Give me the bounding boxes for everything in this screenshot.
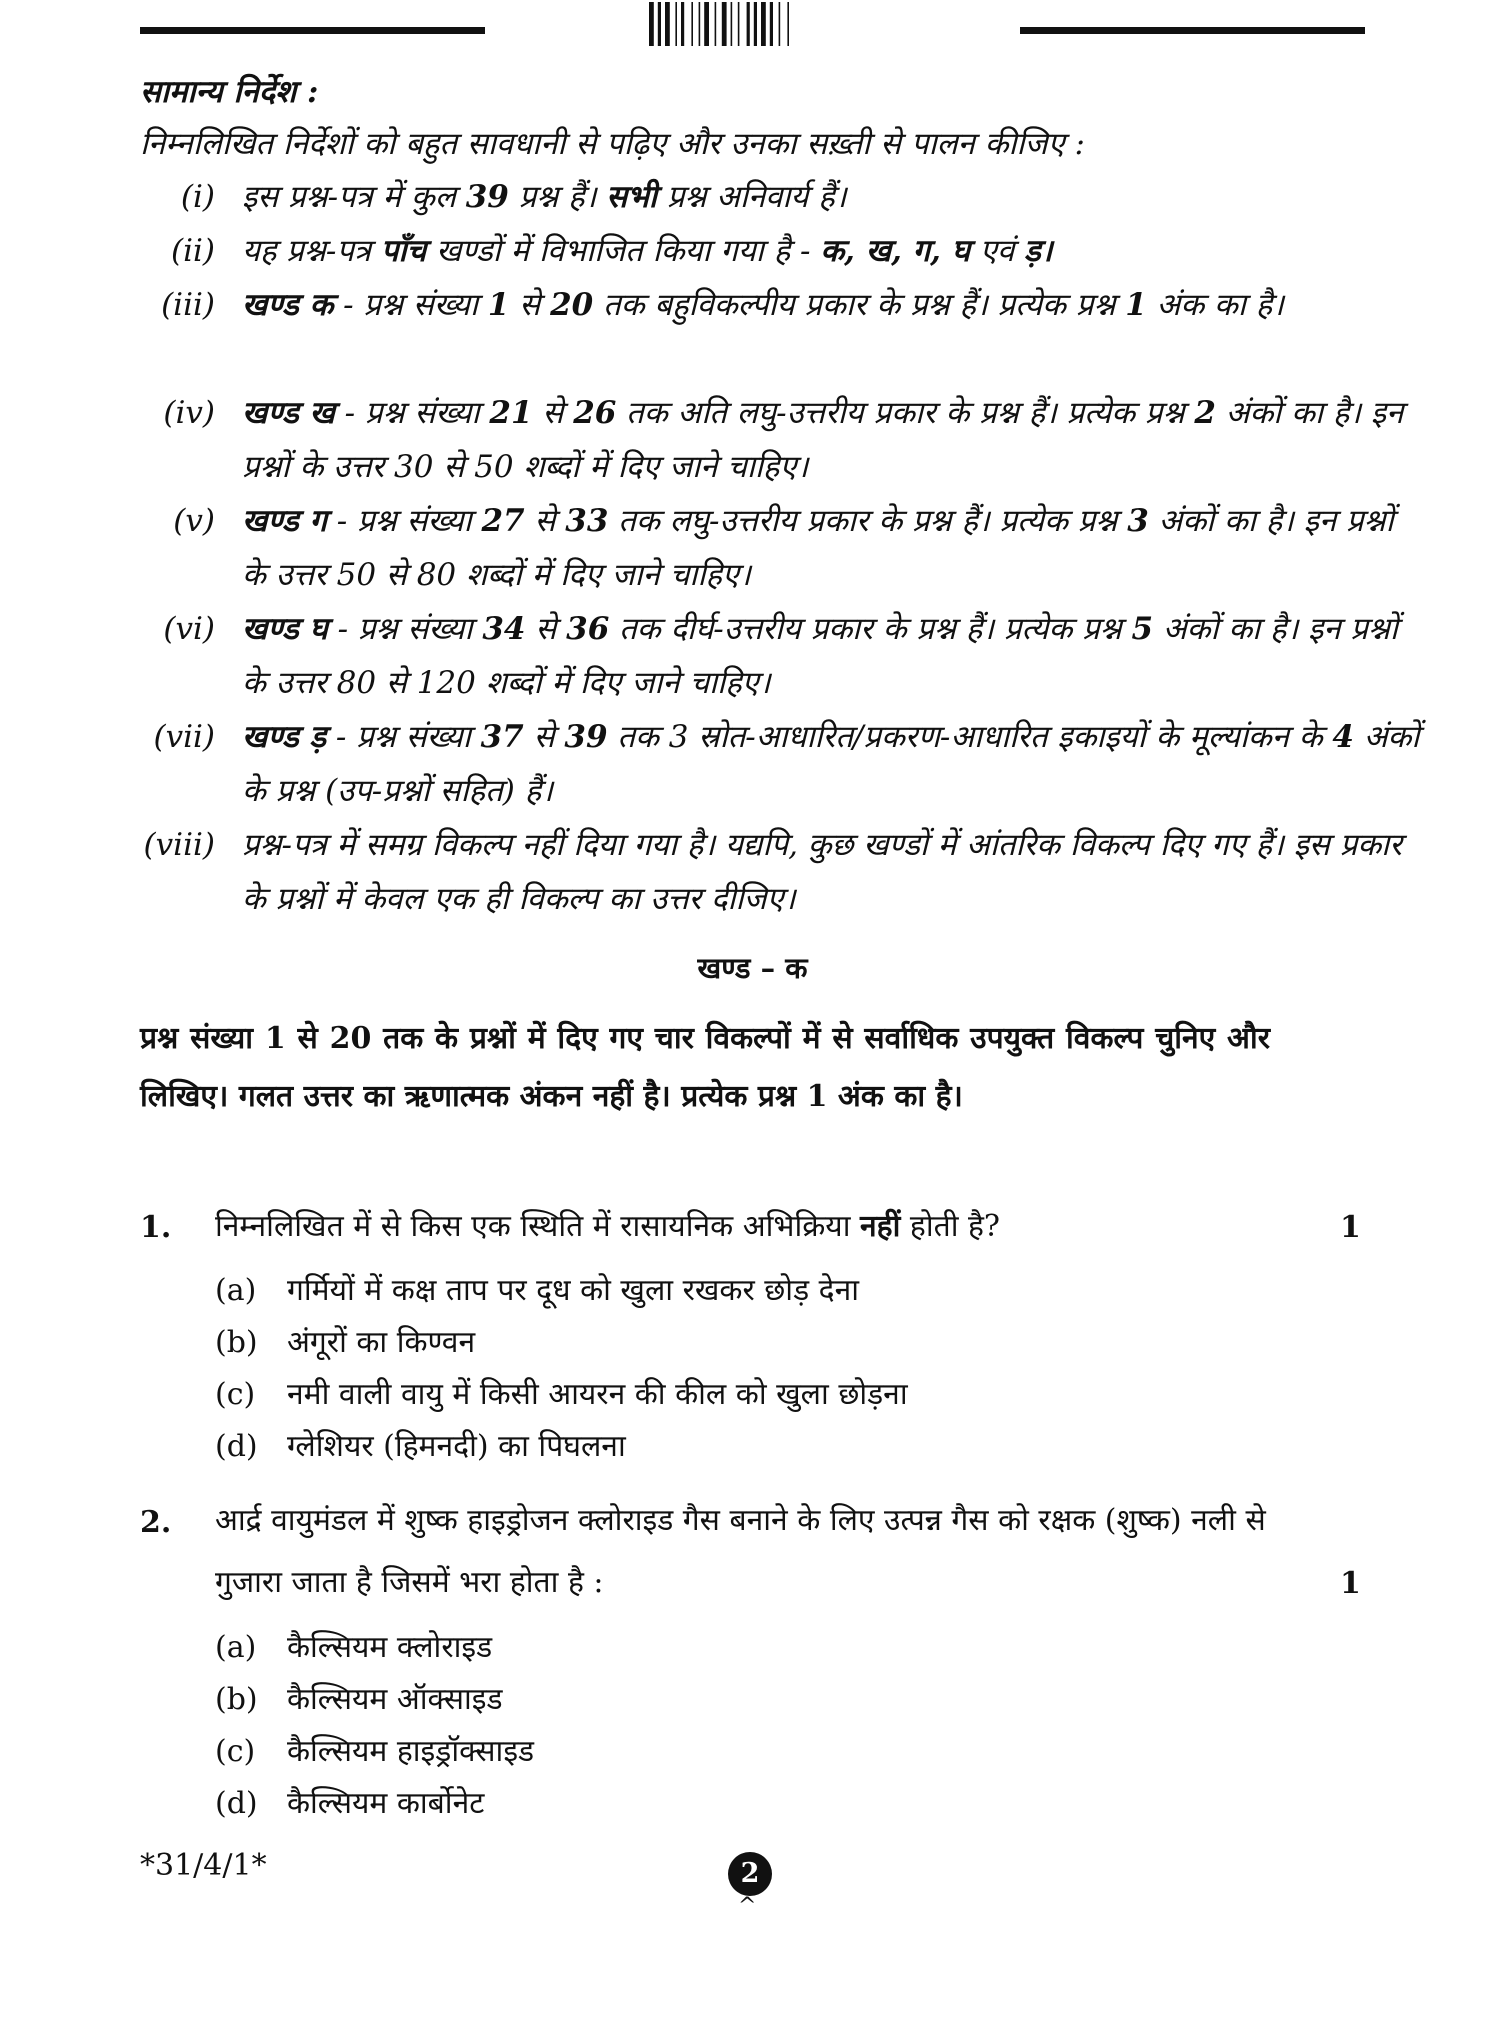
instruction-text: इस प्रश्न-पत्र में कुल 39 प्रश्न हैं। सभी प्रश्न अनिवार्य हैं। xyxy=(242,179,847,215)
header-rule-left xyxy=(140,27,485,34)
instruction-text: खण्ड घ - प्रश्न संख्या 34 से 36 तक दीर्घ-उत्तरीय प्रकार के प्रश्न हैं। प्रत्येक प्रश्न 5 अंकों का है। इन प्रश्नों के उत्तर 80 से 120 शब्दों में दिए जाने चाहिए। xyxy=(242,611,1398,701)
instruction-item xyxy=(140,170,1280,224)
instruction-text: खण्ड ख - प्रश्न संख्या 21 से 26 तक अति लघु-उत्तरीय प्रकार के प्रश्न हैं। प्रत्येक प्रश्न 2 अंकों का है। इन प्रश्नों के उत्तर 30 से 50 शब्दों में दिए जाने चाहिए। xyxy=(242,395,1404,485)
question-marks: 1 xyxy=(1340,1566,1361,1601)
instruction-item xyxy=(140,494,1394,602)
option-text: कैल्सियम क्लोराइड xyxy=(287,1630,493,1665)
option-label: (d) xyxy=(215,1786,258,1821)
instruction-number: (iv) xyxy=(163,395,215,431)
question-text: निम्नलिखित में से किस एक स्थिति में रासायनिक अभिक्रिया नहीं होती है? xyxy=(215,1209,1001,1244)
barcode-bar xyxy=(787,2,789,46)
question-number: 1. xyxy=(140,1210,172,1245)
option xyxy=(215,1677,503,1718)
header-rule-right xyxy=(1020,27,1365,34)
barcode-bar xyxy=(681,2,684,46)
paper-code: *31/4/1* xyxy=(140,1848,267,1883)
instruction-number: (ii) xyxy=(170,233,215,269)
barcode-bar xyxy=(761,2,766,46)
barcode-bar xyxy=(722,2,727,46)
option-label: (c) xyxy=(215,1377,256,1412)
instruction-number: (vi) xyxy=(163,611,215,647)
option-label: (a) xyxy=(215,1630,257,1665)
barcode-bar xyxy=(658,2,661,46)
barcode-bar xyxy=(779,2,781,46)
option-text: नमी वाली वायु में किसी आयरन की कील को खुला छोड़ना xyxy=(287,1377,908,1412)
option xyxy=(215,1625,492,1666)
option-label: (b) xyxy=(215,1325,258,1360)
instruction-item xyxy=(140,818,1402,926)
instruction-item xyxy=(140,278,1284,386)
barcode-bar xyxy=(747,2,750,46)
barcode-bar xyxy=(754,2,757,46)
barcode-bar xyxy=(738,2,740,46)
instruction-number: (i) xyxy=(180,179,215,215)
option-text: ग्लेशियर (हिमनदी) का पिघलना xyxy=(287,1429,626,1464)
barcode-bar xyxy=(715,2,717,46)
option-text: गर्मियों में कक्ष ताप पर दूध को खुला रखकर छोड़ देना xyxy=(287,1273,860,1308)
instruction-item xyxy=(140,602,1398,710)
barcode-bar xyxy=(665,2,670,46)
instruction-text: खण्ड क - प्रश्न संख्या 1 से 20 तक बहुविकल्पीय प्रकार के प्रश्न हैं। प्रत्येक प्रश्न 1 अंक का है। xyxy=(242,287,1284,323)
barcode-bar xyxy=(675,2,677,46)
option xyxy=(215,1729,534,1770)
option xyxy=(215,1424,626,1465)
question-number: 2. xyxy=(140,1505,172,1540)
instruction-number: (v) xyxy=(173,503,215,539)
option xyxy=(215,1781,484,1822)
barcode-bar xyxy=(649,2,654,46)
section-heading: खण्ड – क xyxy=(697,951,808,985)
instruction-number: (viii) xyxy=(143,827,215,863)
instruction-text: खण्ड ड़ - प्रश्न संख्या 37 से 39 तक 3 स्रोत-आधारित/प्रकरण-आधारित इकाइयों के मूल्यांकन के 4 अंकों के प्रश्न (उप-प्रश्नों सहित) हैं। xyxy=(242,719,1420,809)
option-label: (c) xyxy=(215,1734,256,1769)
option xyxy=(215,1268,859,1309)
instruction-item xyxy=(140,710,1420,818)
question-marks: 1 xyxy=(1340,1210,1361,1245)
barcode-bar xyxy=(704,2,709,46)
option-label: (d) xyxy=(215,1429,258,1464)
instruction-text: प्रश्न-पत्र में समग्र विकल्प नहीं दिया गया है। यद्यपि, कुछ खण्डों में आंतरिक विकल्प दिए गए हैं। इस प्रकार के प्रश्नों में केवल एक ही विकल्प का उत्तर दीजिए। xyxy=(242,827,1402,917)
option-label: (a) xyxy=(215,1273,257,1308)
instruction-item xyxy=(140,224,1280,278)
section-instruction: प्रश्न संख्या 1 से 20 तक के प्रश्नों में दिए गए चार विकल्पों में से सर्वाधिक उपयुक्त विकल्प चुनिए और लिखिए। गलत उत्तर का ऋणात्मक अंकन नहीं है। प्रत्येक प्रश्न 1 अंक का है। xyxy=(140,1021,1270,1114)
option xyxy=(215,1372,908,1413)
instruction-text: यह प्रश्न-पत्र पाँच खण्डों में विभाजित किया गया है - क, ख, ग, घ एवं ड़। xyxy=(242,233,1053,269)
page-number: 2 xyxy=(728,1852,772,1896)
barcode-bar xyxy=(691,2,693,46)
instruction-number: (vii) xyxy=(153,719,215,755)
option xyxy=(215,1320,475,1361)
option-text: अंगूरों का किण्वन xyxy=(287,1325,476,1360)
instruction-number: (iii) xyxy=(161,287,215,323)
page-caret: ^ xyxy=(738,1894,757,1919)
instruction-text: खण्ड ग - प्रश्न संख्या 27 से 33 तक लघु-उत्तरीय प्रकार के प्रश्न हैं। प्रत्येक प्रश्न 3 अंकों का है। इन प्रश्नों के उत्तर 50 से 80 शब्दों में दिए जाने चाहिए। xyxy=(242,503,1394,593)
general-instructions-title: सामान्य निर्देश : xyxy=(140,74,319,110)
option-label: (b) xyxy=(215,1682,258,1717)
barcode xyxy=(645,0,865,48)
option-text: कैल्सियम हाइड्रॉक्साइड xyxy=(287,1734,535,1769)
barcode-bar xyxy=(731,2,733,46)
question-text: आर्द्र वायुमंडल में शुष्क हाइड्रोजन क्लोराइड गैस बनाने के लिए उत्पन्न गैस को रक्षक (शुष्क) नली से गुजारा जाता है जिसमें भरा होता है : xyxy=(215,1503,1266,1600)
option-text: कैल्सियम कार्बोनेट xyxy=(287,1786,485,1821)
general-instructions-intro: निम्नलिखित निर्देशों को बहुत सावधानी से पढ़िए और उनका सख़्ती से पालन कीजिए : xyxy=(140,126,1085,162)
barcode-bar xyxy=(699,2,701,46)
option-text: कैल्सियम ऑक्साइड xyxy=(287,1682,503,1717)
instruction-item xyxy=(140,386,1404,494)
barcode-bar xyxy=(770,2,773,46)
